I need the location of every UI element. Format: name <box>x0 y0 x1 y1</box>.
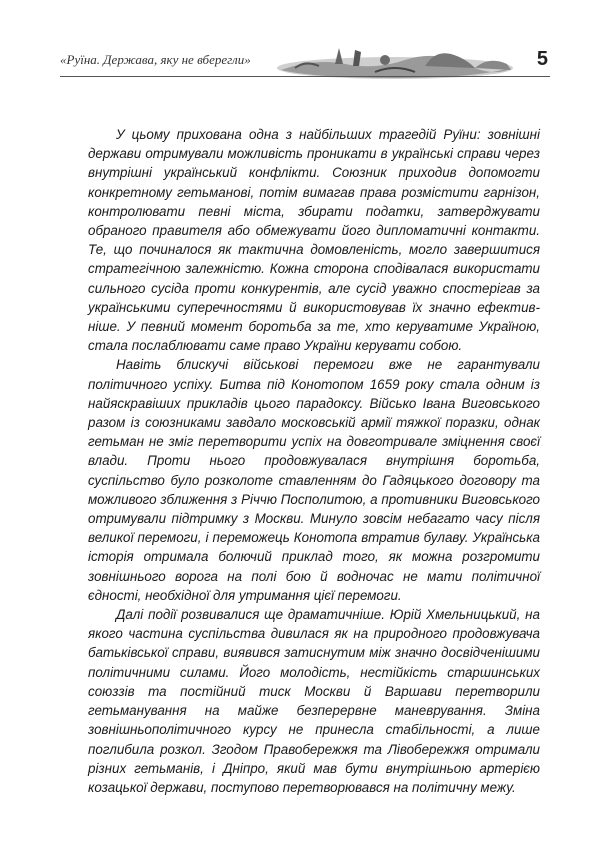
paragraph: Далі події розвивалися ще драматичніше. Юрій Хмельницький, на якого частина суспільства дивилася як на природного продовжувача батьківської справи, виявився затиснутим між значно досвідченішими політичними силами. Його молодість, нестійкість старшинських союззів та постійний тиск Москви й Варшави перетворили гетьманування на майже безперервне маневрування. Зміна зовнішньополітичного курсу не принесла стабільності, а лише поглибила розкол. Згодом Правобережжя та Лівобережжя отримали різних гетьманів, і Дніпро, який мав бути внутрішньою артерією козацької держави, поступово перетворювався на політичну межу. <box>88 607 540 795</box>
paragraph: У цьому прихована одна з найбільших трагедій Руїни: зовнішні держави отримували можливість проникати в українські справи через внутрішні український конфлікти. Союзник приходив допомогти конкретному гетьманові, потім вимагав права розмістити гарнізон, контролювати певні міста, збирати податки, затверджувати обраного правителя або обмежувати його дипломатичні контакти. Те, що починалося як тактична домовленість, могло завершитися стратегічною залежністю. Кожна сторона сподівалася використати сильного сусіда проти конкурентів, але сусід уважно спостерігав за українськими суперечностями й використовував їх значно ефективніше. У певний момент боротьба за те, хто керуватиме Україною, стала послаблювати саме право України керувати собою. <box>88 127 540 354</box>
paragraph: Навіть блискучі військові перемоги вже не гарантували політичного успіху. Битва під Конотопом 1659 року стала одним із найяскравіших прикладів цього парадоксу. Військо Івана Виговського разом із союзниками завдало московській армії тяжкої поразки, однак гетьман не зміг перетворити успіх на довготривале зміцнення своєї влади. Проти нього продовжувалася внутрішня боротьба, суспільство було розколоте ставленням до Гадяцького договору та можливого зближення з Річчю Посполитою, а противники Виговського отримували підтримку з Москви. Минуло зовсім небагато часу після великої перемоги, і переможець Конотопа втратив булаву. Українська історія отримала болючий приклад того, як можна розгромити зовнішнього ворога на полі бою й водночас не мати політичної єдності, необхідної для утримання цієї перемоги. <box>88 357 540 603</box>
page-number: 5 <box>536 48 548 70</box>
page-header <box>60 44 550 84</box>
battle-scene-engraving-icon <box>275 44 515 84</box>
body-text <box>88 125 540 797</box>
header-rule <box>60 76 550 77</box>
running-title: «Руїна. Держава, яку не вберегли» <box>60 52 251 67</box>
